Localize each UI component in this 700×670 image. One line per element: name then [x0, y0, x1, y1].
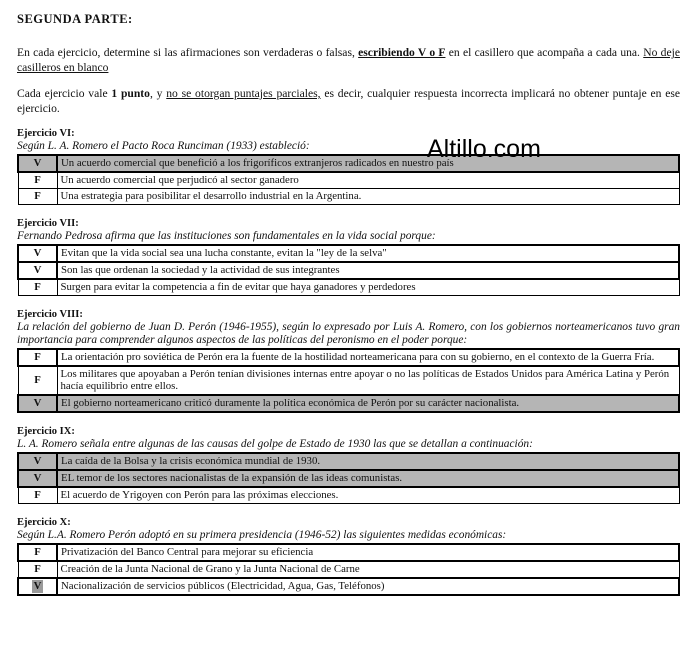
option-row [18, 544, 679, 561]
instr-bold: 1 punto [111, 87, 150, 100]
option-row [18, 470, 679, 487]
answer-cell[interactable]: F [18, 279, 57, 296]
exercise-label: Ejercicio VII: [17, 218, 79, 229]
option-row [18, 245, 679, 262]
exercise-vii [17, 217, 680, 296]
option-row [18, 262, 679, 279]
option-row [18, 395, 679, 412]
exercise-question: Fernando Pedrosa afirma que las instituciones son fundamentales en la vida social porque: [17, 230, 436, 242]
instr-text: en el casillero que acompaña a cada una. [445, 46, 644, 59]
answer-cell[interactable]: V [18, 395, 57, 412]
exercise-label: Ejercicio X: [17, 516, 71, 528]
option-row [18, 349, 679, 366]
option-row [18, 155, 679, 172]
exercise-ix [17, 425, 680, 504]
instr-underline: no se otorgan puntajes parciales, [166, 87, 321, 100]
exercise-question: Según L.A. Romero Perón adoptó en su primera presidencia (1946-52) las siguientes medidas económicas: [17, 528, 507, 541]
option-row [18, 279, 679, 296]
exercise-question: La relación del gobierno de Juan D. Perón (1946-1955), según lo expresado por Luis A. Romero, con los gobiernos norteamericanos tuvo gran importancia para comprender algunos aspectos de las políticas del peronismo en el poder porque: [17, 321, 680, 346]
option-text: Son las que ordenan la sociedad y la actividad de sus integrantes [57, 262, 679, 279]
answer-mark: V [33, 579, 42, 592]
exercise-question: Según L. A. Romero el Pacto Roca Runciman (1933) estableció: [17, 140, 310, 152]
option-text: EL temor de los sectores nacionalistas de la expansión de las ideas comunistas. [57, 470, 679, 487]
instructions-paragraph-1 [17, 45, 680, 75]
exercise-label: Ejercicio VIII: [17, 309, 83, 320]
option-text: Nacionalización de servicios públicos (Electricidad, Agua, Gas, Teléfonos) [57, 578, 679, 595]
option-row [18, 172, 679, 189]
exercise-viii [17, 308, 680, 413]
option-row [18, 561, 679, 578]
answer-cell[interactable]: F [18, 349, 57, 366]
watermark-logo: Altillo.com [427, 135, 541, 163]
instr-text: Cada ejercicio vale [17, 87, 112, 100]
answer-cell[interactable]: F [18, 366, 57, 395]
options-table [17, 543, 680, 596]
answer-cell[interactable]: F [18, 189, 57, 205]
option-text: Los militares que apoyaban a Perón tenían divisiones internas entre apoyar o no las políticas de Estados Unidos para América Latina y Perón hacía equilibrio entre ellos. [57, 366, 679, 395]
option-text: Creación de la Junta Nacional de Grano y la Junta Nacional de Carne [57, 561, 679, 578]
option-text: La orientación pro soviética de Perón era la fuente de la hostilidad norteamericana para con su gobierno, en el contexto de la Guerra Fría. [57, 349, 679, 366]
answer-cell[interactable]: V [18, 262, 57, 279]
option-row [18, 366, 679, 395]
options-table [17, 244, 680, 296]
option-text: Una estrategia para posibilitar el desarrollo industrial en la Argentina. [57, 189, 679, 205]
options-table [17, 154, 680, 205]
option-row [18, 189, 679, 205]
instr-text: En cada ejercicio, determine si las afirmaciones son verdaderas o falsas, [17, 46, 359, 59]
option-text: El gobierno norteamericano criticó duramente la política económica de Perón por su carácter nacionalista. [57, 395, 679, 412]
option-text: La caída de la Bolsa y la crisis económica mundial de 1930. [57, 453, 679, 470]
option-text: Un acuerdo comercial que benefició a los frigoríficos extranjeros radicados en nuestro país [57, 155, 679, 172]
section-title: SEGUNDA PARTE: [17, 12, 133, 26]
exercise-vi [17, 127, 680, 205]
instr-underline: No deje casilleros en blanco [17, 46, 680, 74]
option-text: El acuerdo de Yrigoyen con Perón para las próximas elecciones. [57, 487, 679, 504]
answer-cell[interactable] [18, 578, 57, 595]
option-row [18, 578, 679, 595]
answer-cell[interactable]: V [18, 470, 57, 487]
option-text: Privatización del Banco Central para mejorar su eficiencia [57, 544, 679, 561]
answer-cell[interactable]: F [18, 487, 57, 504]
answer-cell[interactable]: F [18, 544, 57, 561]
option-row [18, 453, 679, 470]
exercise-label: Ejercicio IX: [17, 425, 75, 437]
option-text: Un acuerdo comercial que perjudicó al sector ganadero [57, 172, 679, 189]
instr-text: es decir, cualquier respuesta incorrecta implicará no obtener puntaje en ese ejercicio. [17, 87, 681, 115]
exercise-label: Ejercicio VI: [17, 128, 75, 139]
options-table [17, 348, 680, 413]
answer-cell[interactable]: F [18, 172, 57, 189]
instr-text: , y [149, 87, 167, 100]
option-text: Surgen para evitar la competencia a fin de evitar que haya ganadores y perdedores [57, 279, 679, 296]
answer-cell[interactable]: V [18, 453, 57, 470]
answer-cell[interactable]: V [18, 155, 57, 172]
instructions-paragraph-2 [17, 86, 680, 116]
exercise-x [17, 516, 680, 596]
exercise-question: L. A. Romero señala entre algunas de las causas del golpe de Estado de 1930 las que se detallan a continuación: [17, 437, 533, 450]
answer-cell[interactable]: V [18, 245, 57, 262]
answer-cell[interactable]: F [18, 561, 57, 578]
option-row [18, 487, 679, 504]
option-text: Evitan que la vida social sea una lucha constante, evitan la "ley de la selva" [57, 245, 679, 262]
exam-page [17, 10, 680, 596]
instr-emphasis: escribiendo V o F [358, 46, 446, 59]
options-table [17, 452, 680, 504]
